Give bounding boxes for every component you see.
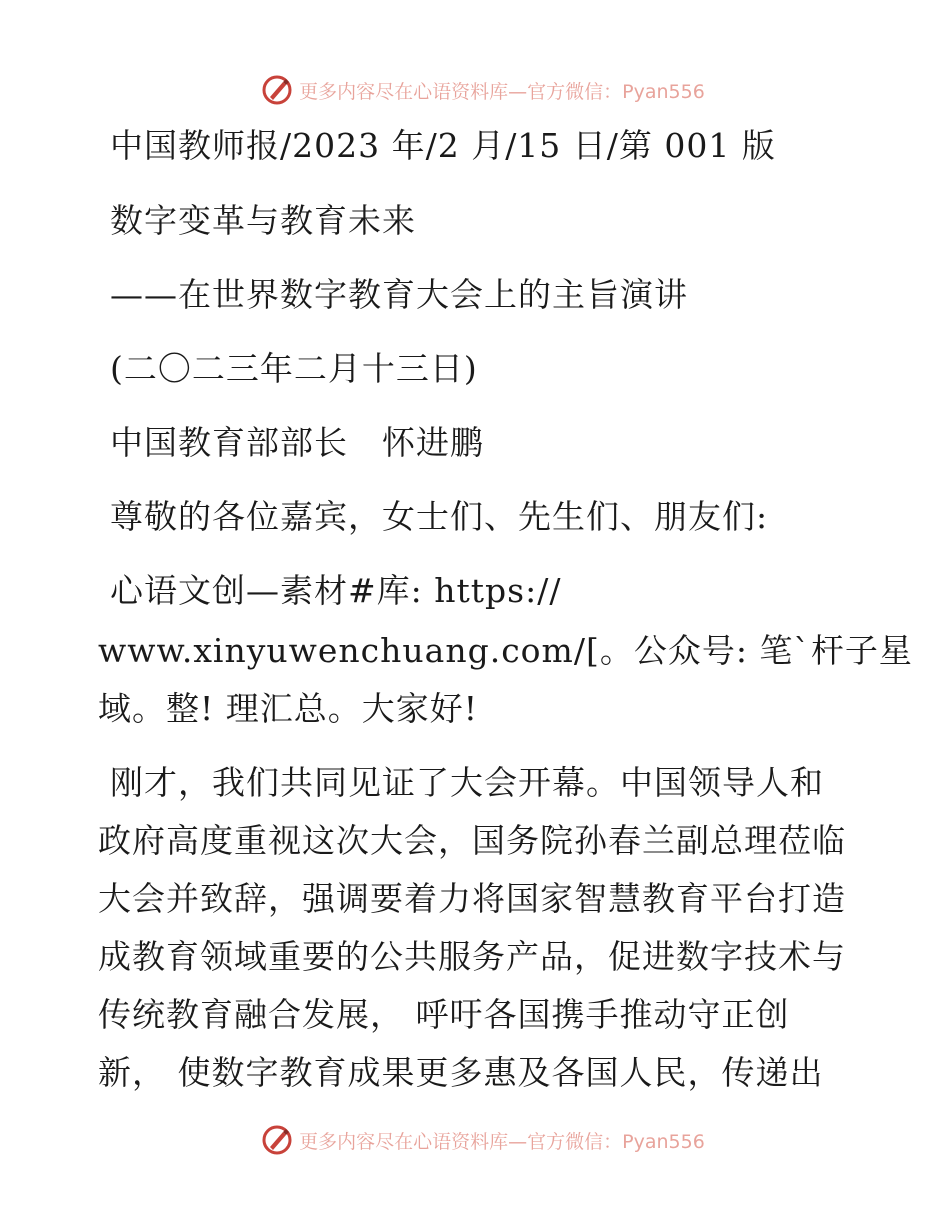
paragraph-line: 传统教育融合发展， 呼吁各国携手推动守正创 bbox=[98, 995, 790, 1034]
speaker-line: 中国教育部部长 怀进鹏 bbox=[110, 423, 484, 462]
watermark-text: 更多内容尽在心语资料库—官方微信：Pyan556 bbox=[299, 1130, 705, 1153]
paragraph-line: www.xinyuwenchuang.com/[。公众号: 笔`杆子星 bbox=[98, 631, 913, 670]
watermark-group bbox=[261, 1124, 705, 1156]
pen-circle-logo-icon bbox=[261, 1124, 293, 1156]
paragraph-line: 新， 使数字教育成果更多惠及各国人民，传递出 bbox=[98, 1053, 824, 1092]
footer-watermark bbox=[0, 1120, 950, 1160]
paragraph-line: 刚才，我们共同见证了大会开幕。中国领导人和 bbox=[110, 763, 824, 802]
paragraph-line: 成教育领域重要的公共服务产品，促进数字技术与 bbox=[98, 937, 846, 976]
paragraph-line: 域。整! 理汇总。大家好! bbox=[98, 689, 479, 728]
article-title: 数字变革与教育未来 bbox=[110, 201, 416, 240]
salutation: 尊敬的各位嘉宾，女士们、先生们、朋友们: bbox=[110, 497, 769, 536]
paragraph-line: 政府高度重视这次大会，国务院孙春兰副总理莅临 bbox=[98, 821, 846, 860]
speech-date: (二〇二三年二月十三日) bbox=[110, 349, 478, 388]
paragraph-line: 大会并致辞，强调要着力将国家智慧教育平台打造 bbox=[98, 879, 846, 918]
article-subtitle: ——在世界数字教育大会上的主旨演讲 bbox=[110, 275, 688, 314]
paragraph-line: 心语文创—素材#库: https:// bbox=[110, 571, 562, 610]
newspaper-source-line: 中国教师报/2023 年/2 月/15 日/第 001 版 bbox=[110, 126, 776, 165]
watermark-text: 更多内容尽在心语资料库—官方微信：Pyan556 bbox=[299, 80, 705, 103]
